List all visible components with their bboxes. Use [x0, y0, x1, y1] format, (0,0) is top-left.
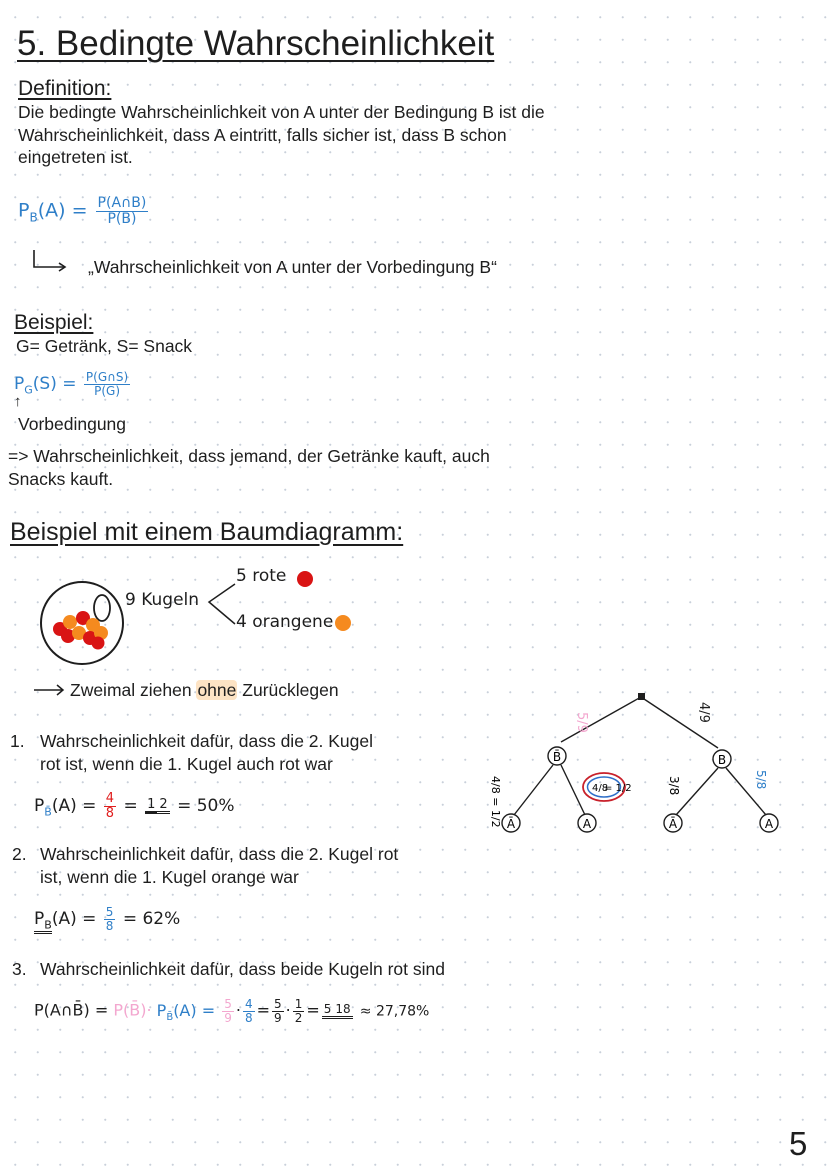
- numerator: 4: [105, 791, 115, 806]
- denominator: 2: [159, 796, 168, 812]
- vorbedingung-label: Vorbedingung: [18, 414, 127, 434]
- formula-numerator: P(G∩S): [85, 370, 129, 384]
- rote-label: 5 rote: [236, 566, 287, 586]
- definition-text: [18, 101, 638, 169]
- formula-p: P: [14, 374, 25, 395]
- q2-formula: [34, 906, 180, 934]
- orangene-label: 4 orangene: [236, 612, 334, 632]
- formula-denominator: P(B): [107, 210, 137, 227]
- q3-approx: ≈ 27,78%: [359, 1003, 430, 1020]
- q1-text: [40, 730, 440, 775]
- formula-sub: G: [24, 383, 33, 397]
- equals: =: [306, 1000, 320, 1020]
- q2-result: = 62%: [122, 909, 181, 930]
- q2-text: [40, 843, 460, 888]
- denominator: 18: [335, 1002, 351, 1017]
- q3-fraction-2: [243, 998, 255, 1024]
- numerator: 5: [323, 1002, 332, 1017]
- equals: =: [123, 796, 138, 817]
- page-number: 5: [789, 1125, 808, 1162]
- equals: =: [256, 1000, 270, 1020]
- tree-label-lr-eq: = 1/2: [604, 783, 632, 794]
- ziehen-post: Zurücklegen: [242, 680, 339, 700]
- q3-fraction-1: [222, 998, 234, 1024]
- tree-label-right-top: 4/9: [696, 702, 711, 723]
- ball-red: [92, 637, 105, 650]
- q2-number: 2.: [12, 844, 27, 864]
- ball-orange: [63, 615, 77, 629]
- leaf-a-2-label: A: [764, 817, 774, 831]
- q3-number: 3.: [12, 959, 27, 979]
- right-arrow-icon: [32, 682, 66, 698]
- beispiel-result: [8, 445, 568, 490]
- formula-p: P: [156, 1000, 167, 1020]
- q1-line-1: Wahrscheinlichkeit dafür, dass die 2. Kugel: [40, 731, 374, 751]
- formula-sub: B: [44, 918, 52, 932]
- numerator: 5: [224, 997, 232, 1011]
- ziehen-note: [70, 679, 339, 702]
- q3-fraction-4: [293, 998, 305, 1024]
- definition-line-1: Die bedingte Wahrscheinlichkeit von A unter der Bedingung B ist die: [18, 102, 545, 122]
- beispiel-formula: [14, 371, 132, 397]
- leaf-a-1-label: A: [582, 817, 592, 831]
- formula-p: P: [18, 199, 30, 222]
- q1-line-2: rot ist, wenn die 1. Kugel auch rot war: [40, 753, 333, 774]
- definition-formula: [18, 196, 150, 226]
- formula-sub: B̄: [166, 1011, 174, 1023]
- q2-line-1: Wahrscheinlichkeit dafür, dass die 2. Kugel rot: [40, 844, 399, 864]
- formula-sub: B: [29, 210, 38, 225]
- definition-quote: „Wahrscheinlichkeit von A unter der Vorbedingung B“: [88, 257, 497, 277]
- multiply: ·: [285, 1000, 291, 1020]
- denominator: 8: [244, 1010, 253, 1025]
- formula-arg: (A) =: [37, 199, 88, 222]
- q1-fraction-1: [104, 792, 116, 820]
- formula-sub: B̄: [44, 805, 52, 819]
- q1-formula: [34, 792, 235, 820]
- tree-label-ll: 4/8 = 1/2: [489, 776, 502, 828]
- formula-p: P: [34, 796, 45, 817]
- numerator: 1: [147, 796, 156, 812]
- leaf-a-bar-2-label: Ā: [668, 817, 678, 831]
- definition-line-2: Wahrscheinlichkeit, dass A eintritt, falls sicher ist, dass B schon: [18, 124, 507, 145]
- formula-numerator: P(A∩B): [97, 195, 147, 211]
- formula-denominator: P(G): [94, 383, 121, 398]
- kugeln-label: 9 Kugeln: [125, 590, 200, 610]
- baumdiagramm-heading: Beispiel mit einem Baumdiagramm:: [10, 518, 404, 546]
- multiply: ·: [235, 1000, 241, 1020]
- denominator: 2: [294, 1010, 303, 1025]
- denominator: 9: [273, 1010, 282, 1025]
- formula-p: P: [34, 909, 45, 930]
- q3-lhs: P(A∩B̄) =: [34, 1000, 109, 1020]
- beispiel-result-line-2: Snacks kauft.: [8, 468, 114, 489]
- beispiel-heading: Beispiel:: [14, 311, 94, 334]
- red-dot-icon: [296, 570, 314, 588]
- formula-arg: (S) =: [32, 374, 77, 395]
- q2-fraction: [104, 906, 116, 932]
- q3-pb: P(B̄): [113, 1000, 147, 1020]
- q1-fraction-2: [145, 798, 170, 815]
- definition-heading: Definition:: [18, 77, 112, 100]
- beispiel-legend: G= Getränk, S= Snack: [16, 336, 193, 356]
- denominator: 8: [105, 805, 115, 821]
- node-b-label: B: [717, 753, 727, 767]
- q2-line-2: ist, wenn die 1. Kugel orange war: [40, 866, 299, 887]
- ziehen-pre: Zweimal ziehen: [70, 680, 192, 700]
- numerator: 5: [105, 905, 114, 919]
- branch-brace: [205, 582, 239, 628]
- dot: ·: [146, 1000, 152, 1020]
- q1-number: 1.: [10, 731, 25, 751]
- q3-text: Wahrscheinlichkeit dafür, dass beide Kugeln rot sind: [40, 959, 445, 979]
- q1-result: = 50%: [177, 796, 235, 817]
- q3-fraction-3: [272, 998, 284, 1024]
- tree-label-lr-num: 4/8: [592, 783, 609, 794]
- node-b-bar-label: B̄: [552, 750, 562, 764]
- tree-label-rr: 5/8: [754, 770, 768, 790]
- denominator: 8: [105, 918, 114, 933]
- definition-line-3: eingetreten ist.: [18, 147, 133, 167]
- orange-dot-icon: [334, 614, 352, 632]
- formula-arg: (A) =: [51, 796, 97, 817]
- probability-tree: [480, 680, 810, 850]
- urn-drawing: [38, 578, 130, 670]
- leaf-a-bar-1-label: Ā: [506, 817, 516, 831]
- tree-label-left-top: 5/9: [574, 712, 589, 733]
- page-title: 5. Bedingte Wahrscheinlichkeit: [17, 24, 495, 63]
- formula-arg: (A) =: [51, 909, 97, 930]
- formula-arg: (A) =: [173, 1000, 216, 1020]
- ziehen-highlight: ohne: [197, 680, 237, 700]
- denominator: 9: [224, 1010, 232, 1025]
- formula-fraction: [84, 371, 130, 397]
- numerator: 1: [294, 997, 303, 1011]
- arrow-corner-icon: [30, 248, 70, 274]
- numerator: 4: [244, 997, 253, 1011]
- up-arrow-icon: ↑: [14, 393, 22, 410]
- q3-fraction-5: [322, 1003, 353, 1019]
- beispiel-result-line-1: => Wahrscheinlichkeit, dass jemand, der Getränke kauft, auch: [8, 446, 490, 466]
- tree-label-rl: 3/8: [667, 776, 681, 796]
- q3-formula: [34, 998, 429, 1024]
- formula-fraction: [96, 196, 149, 226]
- numerator: 5: [273, 997, 282, 1011]
